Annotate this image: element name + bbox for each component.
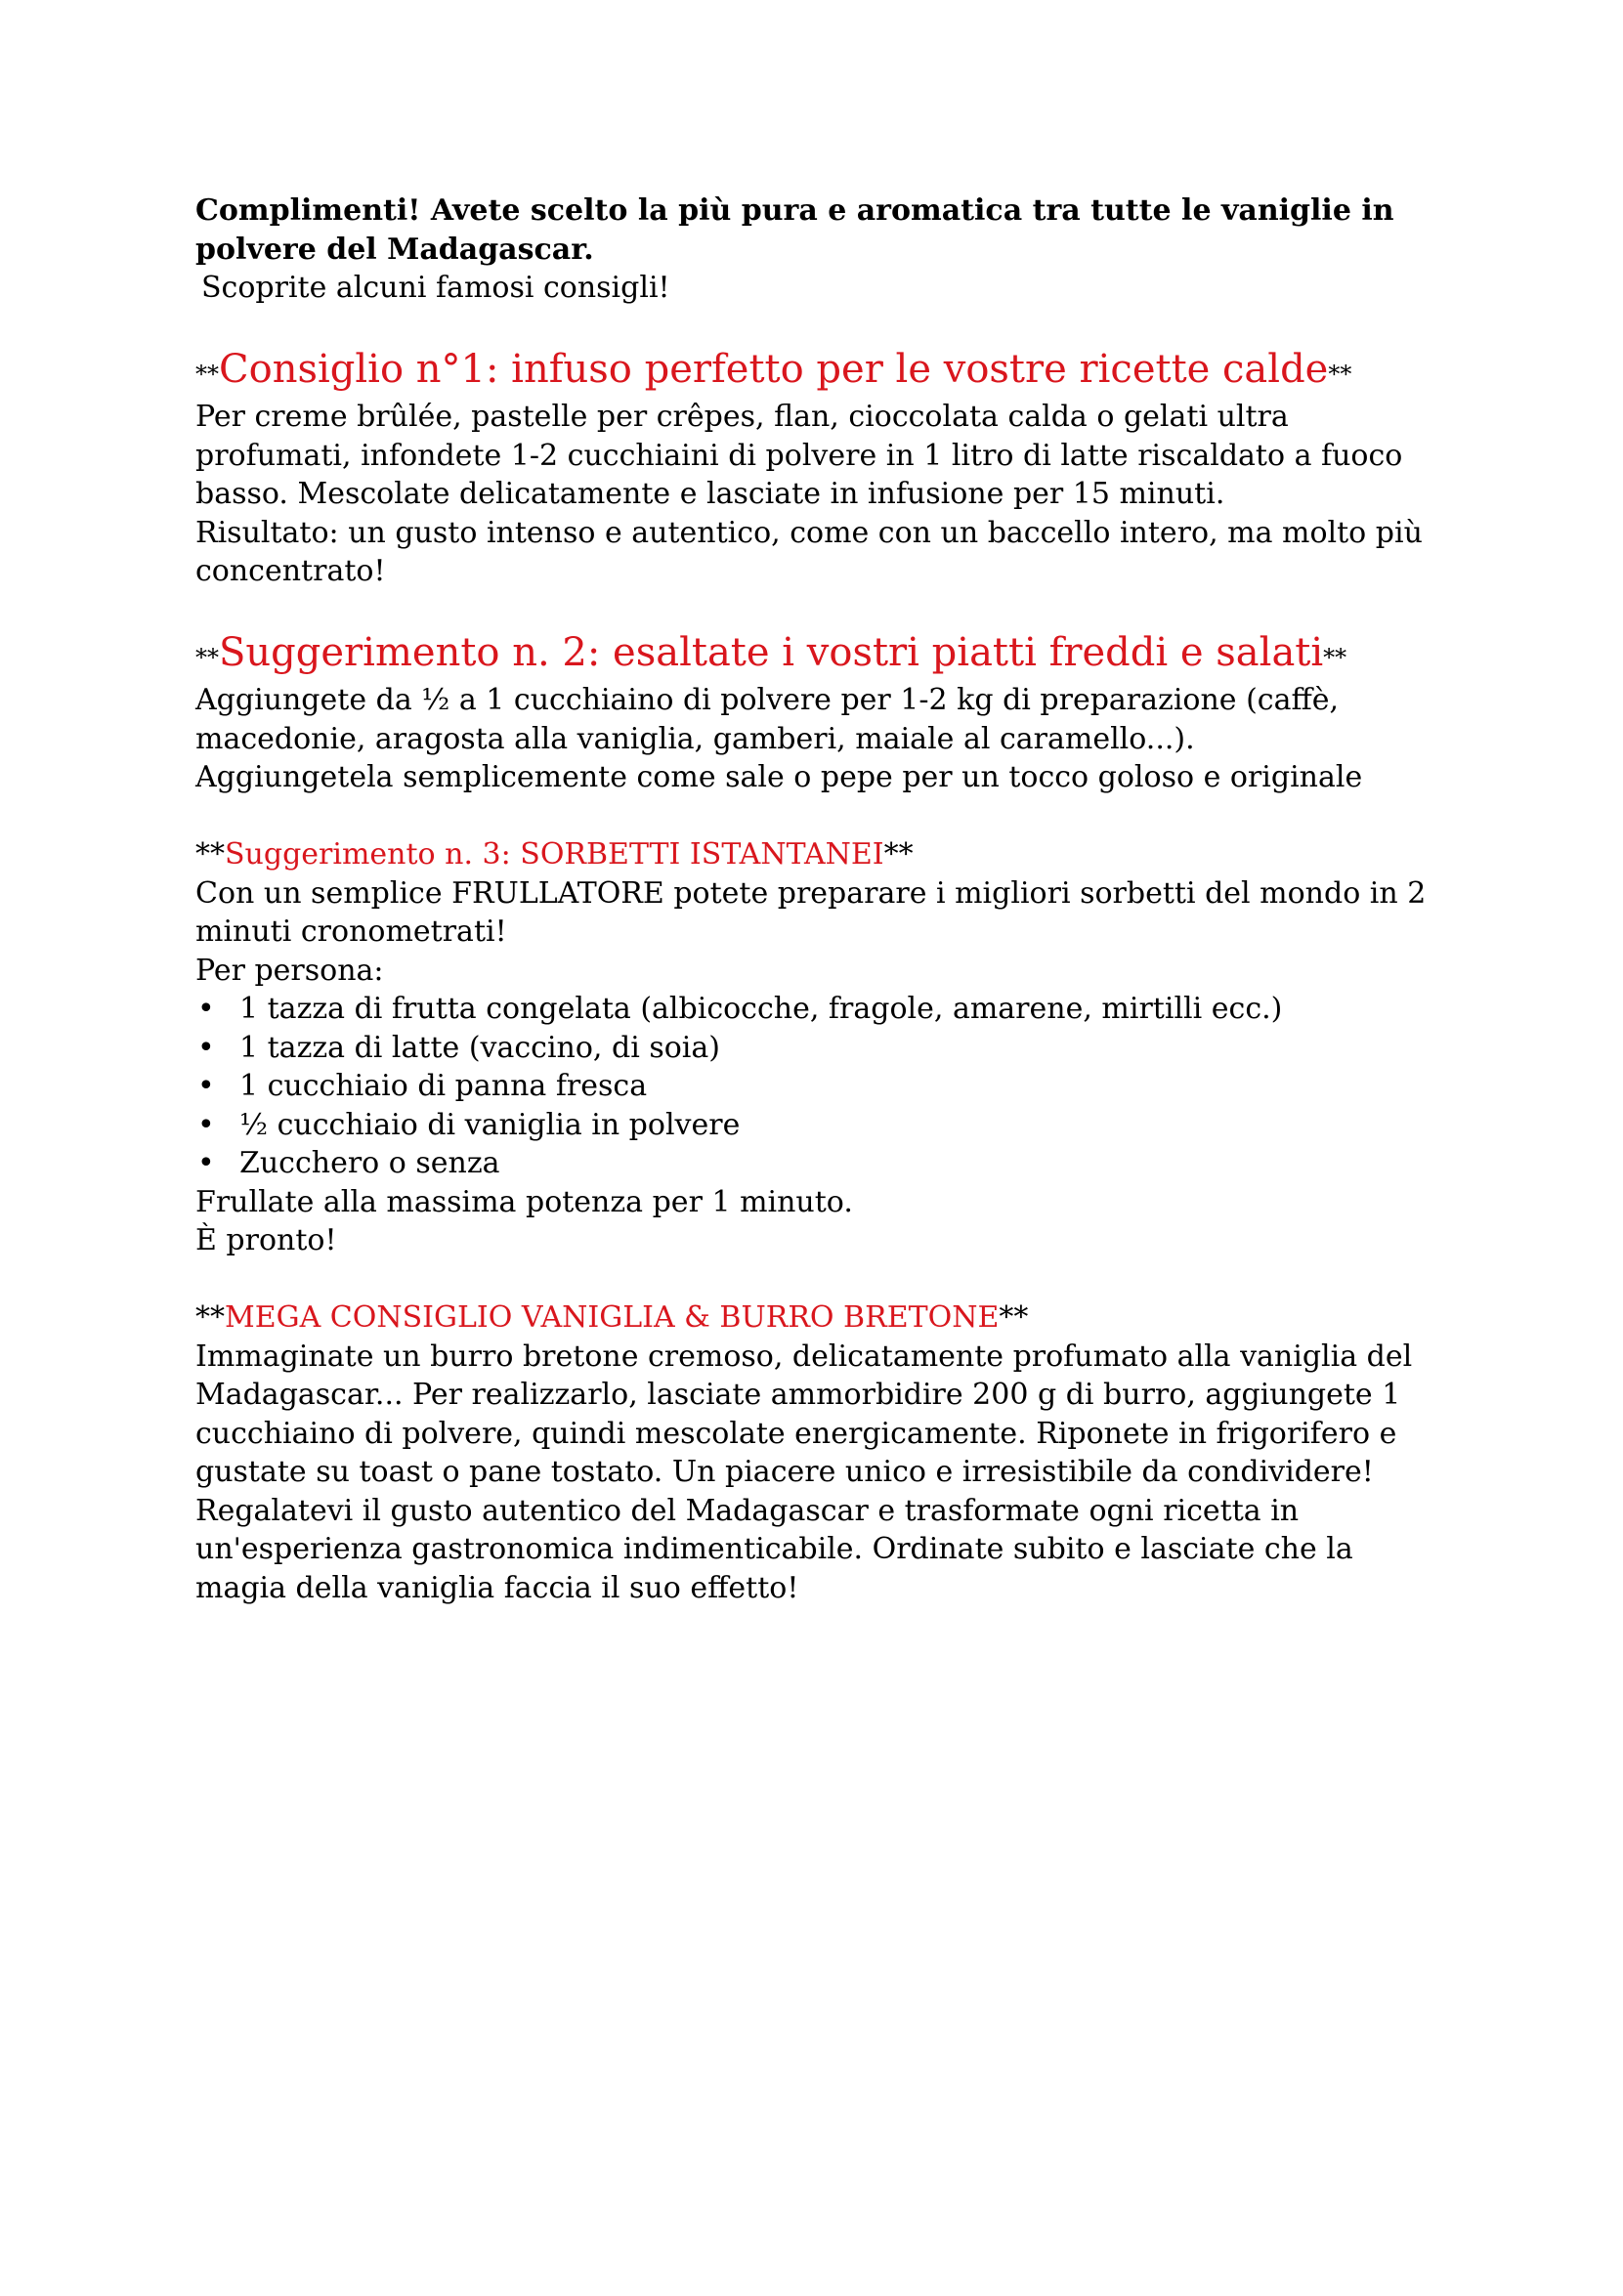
list-item	[195, 1144, 1446, 1183]
spacer	[195, 591, 1446, 630]
tip4-suffix: **	[999, 1300, 1029, 1335]
tip4-heading	[195, 1298, 1446, 1338]
tip3-heading	[195, 835, 1446, 874]
spacer	[195, 1260, 1446, 1299]
tip3-blend: Frullate alla massima potenza per 1 minuto.	[195, 1184, 853, 1219]
intro-title: Complimenti! Avete scelto la più pura e aromatica tra tutte le vaniglie in polvere del Madagascar.	[195, 193, 1394, 267]
tip1-prefix: **	[195, 361, 219, 388]
list-item-text: 1 cucchiaio di panna fresca	[239, 1069, 648, 1103]
document-page	[195, 191, 1446, 1607]
tip4-title: MEGA CONSIGLIO VANIGLIA & BURRO BRETONE	[225, 1300, 1000, 1335]
tip2-body2: Aggiungetela semplicemente come sale o pepe per un tocco goloso e originale	[195, 760, 1363, 794]
tip1-title: Consiglio n°1: infuso perfetto per le vostre ricette calde	[219, 347, 1329, 392]
tip1-suffix: **	[1328, 361, 1352, 388]
list-item-text: 1 tazza di latte (vaccino, di soia)	[239, 1030, 720, 1065]
tip3-per-person: Per persona:	[195, 953, 384, 988]
tip2-suffix: **	[1323, 644, 1347, 671]
list-item	[195, 1106, 1446, 1145]
intro-subtitle: Scoprite alcuni famosi consigli!	[201, 271, 670, 305]
tip2-prefix: **	[195, 644, 219, 671]
spacer	[195, 308, 1446, 347]
tip3-body: Con un semplice FRULLATORE potete preparare i migliori sorbetti del mondo in 2 minuti cronometrati!	[195, 875, 1427, 949]
spacer	[195, 797, 1446, 836]
ingredient-list	[195, 990, 1446, 1183]
bullet-icon: •	[197, 1107, 215, 1142]
list-item-text: 1 tazza di frutta congelata (albicocche, fragole, amarene, mirtilli ecc.)	[239, 992, 1283, 1026]
tip3-suffix: **	[883, 837, 914, 872]
list-item	[195, 1067, 1446, 1106]
bullet-icon: •	[197, 1030, 215, 1065]
tip3-ready: È pronto!	[195, 1223, 337, 1257]
bullet-icon: •	[197, 1146, 215, 1180]
tip4-closing: Regalatevi il gusto autentico del Madagascar e trasformate ogni ricetta in un'esperienza gastronomica indimenticabile. Ordinate subito e lasciate che la magia della vaniglia faccia il suo effetto!	[195, 1493, 1353, 1605]
tip3-prefix: **	[195, 837, 225, 872]
tip1-body: Per creme brûlée, pastelle per crêpes, flan, cioccolata calda o gelati ultra profumati, infondete 1-2 cucchiaini di polvere in 1 litro di latte riscaldato a fuoco basso. Mescolate delicatamente e lasciate in infusione per 15 minuti.	[195, 400, 1403, 511]
list-item-text: ½ cucchiaio di vaniglia in polvere	[239, 1107, 741, 1142]
tip2-heading	[195, 629, 1446, 681]
tip2-body: Aggiungete da ½ a 1 cucchiaino di polvere per 1-2 kg di preparazione (caffè, macedonie, aragosta alla vaniglia, gamberi, maiale al caramello...).	[195, 683, 1340, 756]
tip1-heading	[195, 346, 1446, 398]
list-item	[195, 990, 1446, 1029]
list-item	[195, 1029, 1446, 1068]
tip3-title: Suggerimento n. 3: SORBETTI ISTANTANEI	[225, 837, 884, 872]
tip2-title: Suggerimento n. 2: esaltate i vostri piatti freddi e salati	[219, 630, 1324, 675]
tip4-body: Immaginate un burro bretone cremoso, delicatamente profumato alla vaniglia del Madagascar... Per realizzarlo, lasciate ammorbidire 200 g di burro, aggiungete 1 cucchiaino di polvere, quindi mescolate energicamente. Riponete in frigorifero e gustate su toast o pane tostato. Un piacere unico e irresistibile da condividere!	[195, 1339, 1413, 1489]
bullet-icon: •	[197, 992, 215, 1026]
tip4-prefix: **	[195, 1300, 225, 1335]
list-item-text: Zucchero o senza	[239, 1146, 500, 1180]
bullet-icon: •	[197, 1069, 215, 1103]
tip1-result: Risultato: un gusto intenso e autentico, come con un baccello intero, ma molto più concentrato!	[195, 515, 1423, 588]
